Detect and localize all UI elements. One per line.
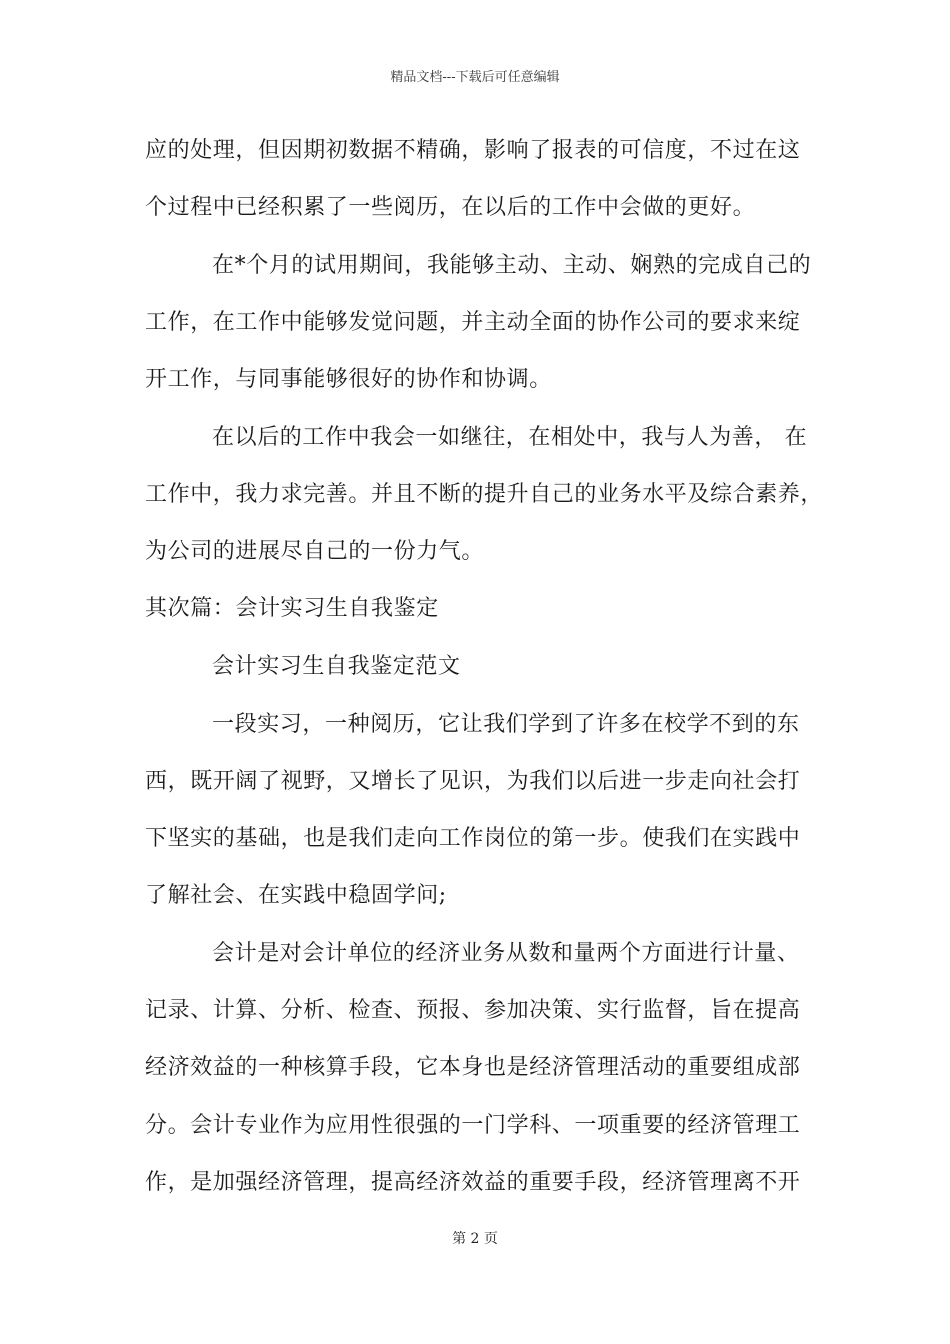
page-number: 第 2 页 xyxy=(452,1231,498,1247)
paragraph-line: 分。会计专业作为应用性很强的一门学科、一项重要的经济管理工 xyxy=(145,1113,801,1138)
paragraph-line: 会计是对会计单位的经济业务从数和量两个方面进行计量、 xyxy=(212,941,800,966)
paragraph-line: 了解社会、在实践中稳固学问; xyxy=(145,883,447,908)
paragraph-line: 应的处理，但因期初数据不精确，影响了报表的可信度，不过在这 xyxy=(145,138,801,163)
paragraph-line: 一段实习，一种阅历，它让我们学到了许多在校学不到的东 xyxy=(212,712,800,737)
paragraph-line: 记录、计算、分析、检查、预报、参加决策、实行监督，旨在提高 xyxy=(145,998,801,1023)
paragraph-line: 西，既开阔了视野，又增长了见识，为我们以后进一步走向社会打 xyxy=(145,769,801,794)
paragraph-line: 工作，在工作中能够发觉问题，并主动全面的协作公司的要求来绽 xyxy=(145,310,801,335)
paragraph-line: 工作中，我力求完善。并且不断的提升自己的业务水平及综合素养， xyxy=(145,482,824,507)
paragraph-line: 个过程中已经积累了一些阅历，在以后的工作中会做的更好。 xyxy=(145,195,756,220)
article-title: 会计实习生自我鉴定范文 xyxy=(212,654,461,679)
paragraph-line: 经济效益的一种核算手段，它本身也是经济管理活动的重要组成部 xyxy=(145,1055,801,1080)
paragraph-line: 开工作，与同事能够很好的协作和协调。 xyxy=(145,367,552,392)
paragraph-line: 下坚实的基础，也是我们走向工作岗位的第一步。使我们在实践中 xyxy=(145,826,801,851)
paragraph-line: 在以后的工作中我会一如继往，在相处中，我与人为善， 在 xyxy=(212,425,808,450)
paragraph-line: 为公司的进展尽自己的一份力气。 xyxy=(145,539,485,564)
page-header: 精品文档---下载后可任意编辑 xyxy=(390,70,560,85)
section-heading: 其次篇：会计实习生自我鉴定 xyxy=(145,596,439,621)
paragraph-line: 作，是加强经济管理，提高经济效益的重要手段，经济管理离不开 xyxy=(145,1170,801,1195)
paragraph-line: 在*个月的试用期间，我能够主动、主动、娴熟的完成自己的 xyxy=(212,253,812,278)
